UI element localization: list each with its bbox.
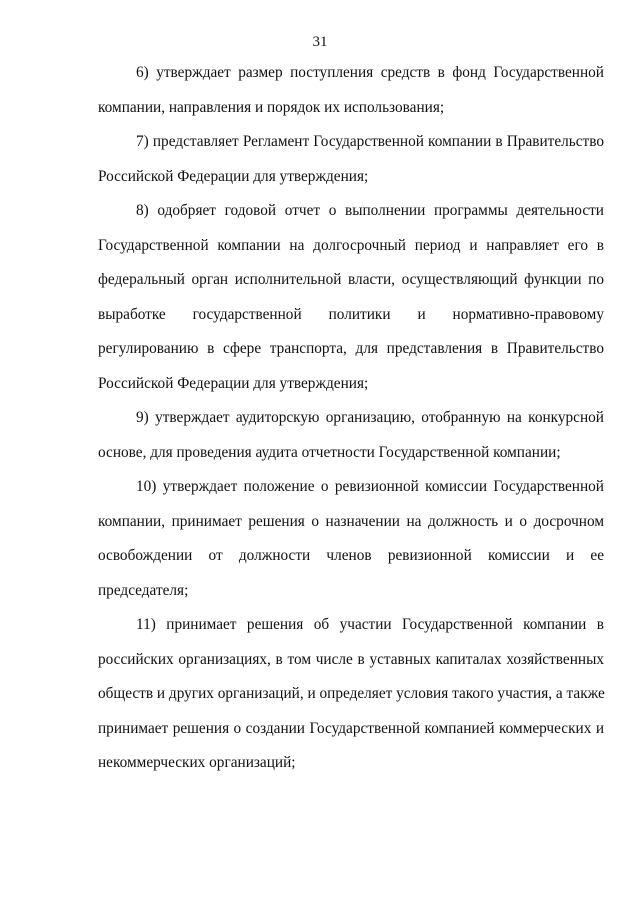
- text-line: российских организациях, в том числе в уставных капиталах хозяйственных: [98, 650, 604, 668]
- text-line: 10) утверждает положение о ревизионной комиссии Государственной: [136, 478, 604, 495]
- text-line: компании, направления и порядок их использования;: [98, 98, 445, 116]
- text-line: Российской Федерации для утверждения;: [98, 374, 369, 392]
- text-line: федеральный орган исполнительной власти, осуществляющий функции по: [98, 271, 604, 288]
- text-line: 11) принимает решения об участии Государственной компании в: [136, 616, 604, 633]
- text-line: освобождении от должности членов ревизионной комиссии и ее: [98, 547, 604, 564]
- document-body: [98, 56, 604, 781]
- text-line: 8) одобряет годовой отчет о выполнении программы деятельности: [136, 202, 604, 219]
- text-line: компании, принимает решения о назначении на должность и о досрочном: [98, 512, 604, 530]
- text-line: 6) утверждает размер поступления средств в фонд Государственной: [136, 64, 604, 81]
- paragraph-item-8: [98, 194, 604, 401]
- paragraph-item-6: [98, 56, 604, 125]
- paragraph-item-7: [98, 125, 604, 194]
- text-line: принимает решения о создании Государственной компанией коммерческих и: [98, 719, 604, 737]
- text-line: обществ и других организаций, и определяет условия такого участия, а также: [98, 685, 605, 702]
- paragraph-item-10: [98, 470, 604, 608]
- text-line: Государственной компании на долгосрочный период и направляет его в: [98, 236, 604, 254]
- page-number: 31: [312, 34, 328, 50]
- paragraph-item-11: [98, 608, 604, 781]
- text-line: 7) представляет Регламент Государственной компании в Правительство: [136, 133, 604, 150]
- text-line: 9) утверждает аудиторскую организацию, отобранную на конкурсной: [136, 409, 604, 426]
- text-line: регулированию в сфере транспорта, для представления в Правительство: [98, 340, 604, 357]
- text-line: председателя;: [98, 581, 189, 599]
- text-line: Российской Федерации для утверждения;: [98, 167, 369, 185]
- text-line: основе, для проведения аудита отчетности Государственной компании;: [98, 443, 561, 461]
- paragraph-item-9: [98, 401, 604, 470]
- text-line: некоммерческих организаций;: [98, 754, 296, 771]
- text-line: выработке государственной политики и нормативно-правовому: [98, 305, 604, 323]
